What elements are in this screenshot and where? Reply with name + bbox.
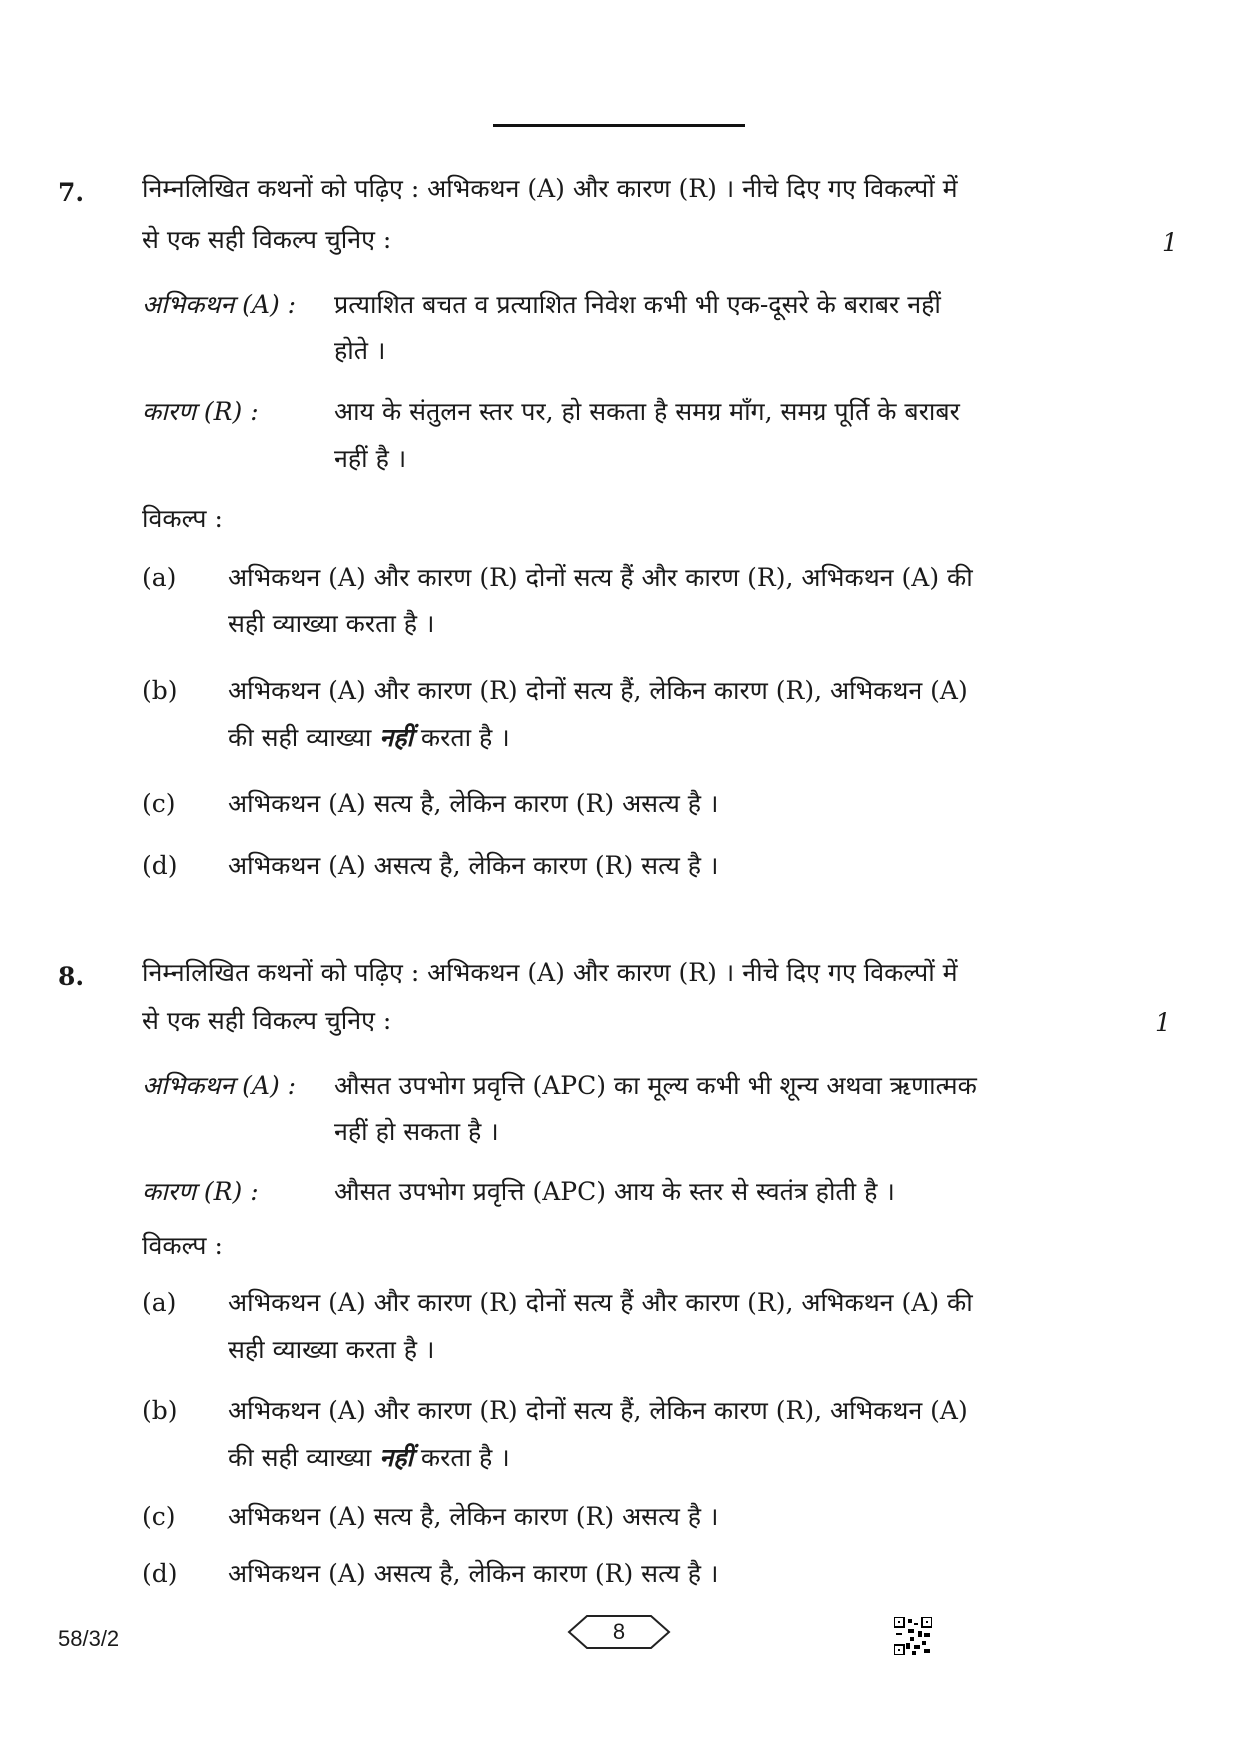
option-a-line1: अभिकथन (A) और कारण (R) दोनों सत्य हैं और कारण (R), अभिकथन (A) की	[228, 563, 973, 592]
paper-code: 58/3/2	[58, 1626, 120, 1651]
question-stem-line1: निम्नलिखित कथनों को पढ़िए : अभिकथन (A) और कारण (R) । नीचे दिए गए विकल्पों में	[142, 174, 958, 203]
option-b-line2-pre: की सही व्याख्या	[228, 723, 372, 752]
marks: 1	[1155, 1008, 1171, 1037]
reason-text-line1: आय के संतुलन स्तर पर, हो सकता है समग्र माँग, समग्र पूर्ति के बराबर	[334, 397, 960, 426]
question-number: 8.	[58, 962, 85, 991]
options-label: विकल्प :	[142, 504, 223, 533]
marks: 1	[1162, 228, 1178, 257]
option-letter-c: (c)	[142, 789, 176, 818]
page-number: 8	[612, 1619, 626, 1644]
option-c-line1: अभिकथन (A) सत्य है, लेकिन कारण (R) असत्य है ।	[228, 1502, 719, 1531]
assertion-text-line1: औसत उपभोग प्रवृत्ति (APC) का मूल्य कभी भी शून्य अथवा ऋणात्मक	[334, 1071, 977, 1100]
option-b-line2	[228, 1443, 510, 1473]
option-a-line2: सही व्याख्या करता है ।	[228, 609, 435, 638]
assertion-label: अभिकथन (A) :	[142, 290, 297, 319]
option-b-line1: अभिकथन (A) और कारण (R) दोनों सत्य हैं, लेकिन कारण (R), अभिकथन (A)	[228, 1396, 968, 1425]
option-c-line1: अभिकथन (A) सत्य है, लेकिन कारण (R) असत्य है ।	[228, 789, 719, 818]
option-d-line1: अभिकथन (A) असत्य है, लेकिन कारण (R) सत्य है ।	[228, 851, 719, 880]
question-stem-line2: से एक सही विकल्प चुनिए :	[142, 1006, 392, 1035]
top-divider	[493, 124, 745, 127]
option-letter-a: (a)	[142, 563, 177, 592]
reason-label: कारण (R) :	[142, 1177, 259, 1206]
option-b-line2-post: करता है ।	[420, 1443, 510, 1472]
qr-code-icon	[894, 1617, 932, 1655]
option-b-line2-pre: की सही व्याख्या	[228, 1443, 372, 1472]
question-stem-line2: से एक सही विकल्प चुनिए :	[142, 225, 392, 254]
option-letter-d: (d)	[142, 851, 178, 880]
reason-label: कारण (R) :	[142, 397, 259, 426]
option-d-line1: अभिकथन (A) असत्य है, लेकिन कारण (R) सत्य है ।	[228, 1559, 719, 1588]
option-b-emphasis: नहीं	[379, 723, 413, 752]
reason-text-line1: औसत उपभोग प्रवृत्ति (APC) आय के स्तर से स्वतंत्र होती है ।	[334, 1177, 895, 1206]
question-stem-line1: निम्नलिखित कथनों को पढ़िए : अभिकथन (A) और कारण (R) । नीचे दिए गए विकल्पों में	[142, 958, 958, 987]
option-b-line1: अभिकथन (A) और कारण (R) दोनों सत्य हैं, लेकिन कारण (R), अभिकथन (A)	[228, 676, 968, 705]
option-letter-a: (a)	[142, 1288, 177, 1317]
option-letter-b: (b)	[142, 1396, 178, 1425]
option-b-line2-post: करता है ।	[420, 723, 510, 752]
option-a-line2: सही व्याख्या करता है ।	[228, 1335, 435, 1364]
assertion-text-line2: होते ।	[334, 336, 386, 365]
assertion-label: अभिकथन (A) :	[142, 1071, 297, 1100]
option-letter-d: (d)	[142, 1559, 178, 1588]
question-number: 7.	[58, 178, 85, 207]
options-label: विकल्प :	[142, 1231, 223, 1260]
option-b-emphasis: नहीं	[379, 1443, 413, 1472]
option-a-line1: अभिकथन (A) और कारण (R) दोनों सत्य हैं और कारण (R), अभिकथन (A) की	[228, 1288, 973, 1317]
assertion-text-line2: नहीं हो सकता है ।	[334, 1117, 499, 1146]
reason-text-line2: नहीं है ।	[334, 444, 407, 473]
option-b-line2	[228, 723, 510, 753]
assertion-text-line1: प्रत्याशित बचत व प्रत्याशित निवेश कभी भी एक-दूसरे के बराबर नहीं	[334, 290, 941, 319]
option-letter-b: (b)	[142, 676, 178, 705]
option-letter-c: (c)	[142, 1502, 176, 1531]
